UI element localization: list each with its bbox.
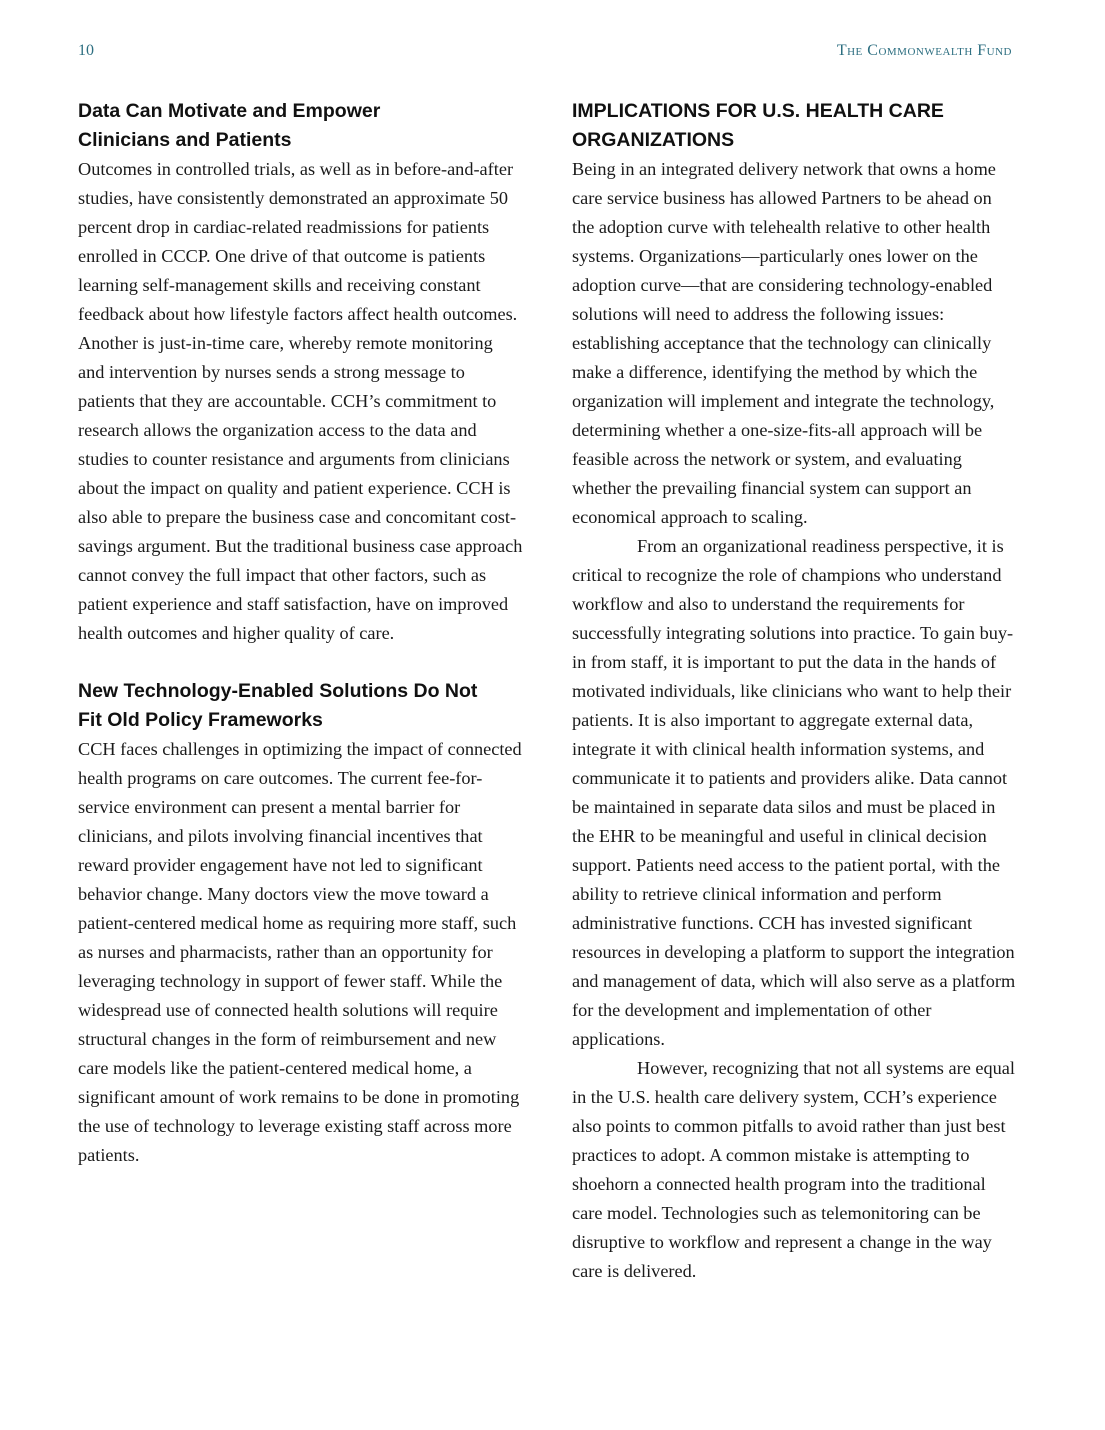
section-implications — [572, 97, 1017, 1286]
section-data-motivate — [78, 97, 523, 648]
body-paragraph: From an organizational readiness perspective, it is critical to recognize the role of champions who understand workflow and also to understand the requirements for successfully integrating solutions into practice. To gain buy-in from staff, it is important to put the data in the hands of motivated individuals, like clinicians who want to help their patients. It is also important to aggregate external data, integrate it with clinical health information systems, and communicate it to patients and providers alike. Data cannot be maintained in separate data silos and must be placed in the EHR to be meaningful and useful in clinical decision support. Patients need access to the patient portal, with the ability to retrieve clinical information and perform administrative functions. CCH has invested significant resources in developing a platform to support the integration and management of data, which will also serve as a platform for the development and implementation of other applications. — [572, 536, 1016, 1049]
body-paragraph: Being in an integrated delivery network that owns a home care service business has allowed Partners to be ahead on the adoption curve with telehealth relative to other health systems. Organizations—particularly ones lower on the adoption curve—that are considering technology-enabled solutions will need to address the following issues: establishing acceptance that the technology can clinically make a difference, identifying the method by which the organization will implement and integrate the technology, determining whether a one-size-fits-all approach will be feasible across the network or system, and evaluating whether the prevailing financial system can support an economical approach to scaling. — [572, 159, 996, 527]
section-heading — [78, 677, 523, 735]
body-paragraph: Outcomes in controlled trials, as well as in before-and-after studies, have consistently demonstrated an approximate 50 percent drop in cardiac-related readmissions for patients enrolled in CCCP. One drive of that outcome is patients learning self-management skills and receiving constant feedback about how lifestyle factors affect health outcomes. Another is just-in-time care, whereby remote monitoring and intervention by nurses sends a strong message to patients that they are accountable. CCH’s commitment to research allows the organization access to the data and studies to counter resistance and arguments from clinicians about the impact on quality and patient experience. CCH is also able to prepare the business case and concomitant cost-savings argument. But the traditional business case approach cannot convey the full impact that other factors, such as patient experience and staff satisfaction, have on improved health outcomes and higher quality of care. — [78, 159, 523, 643]
heading-line: New Technology-Enabled Solutions Do Not — [78, 680, 478, 702]
page-number: 10 — [78, 42, 94, 59]
heading-line: Clinicians and Patients — [78, 129, 292, 151]
heading-line: ORGANIZATIONS — [572, 129, 735, 151]
running-head: The Commonwealth Fund — [836, 42, 1012, 59]
heading-line: IMPLICATIONS FOR U.S. HEALTH CARE — [572, 100, 944, 122]
body-paragraph: However, recognizing that not all systems are equal in the U.S. health care delivery system, CCH’s experience also points to common pitfalls to avoid rather than just best practices to adopt. A common mistake is attempting to shoehorn a connected health program into the traditional care model. Technologies such as telemonitoring can be disruptive to workflow and represent a change in the way care is delivered. — [572, 1058, 1015, 1281]
right-column — [572, 97, 1017, 1286]
heading-line: Fit Old Policy Frameworks — [78, 709, 323, 731]
body-paragraph: CCH faces challenges in optimizing the impact of connected health programs on care outcomes. The current fee-for-service environment can present a mental barrier for clinicians, and pilots involving financial incentives that reward provider engagement have not led to significant behavior change. Many doctors view the move toward a patient-centered medical home as requiring more staff, such as nurses and pharmacists, rather than an opportunity for leveraging technology in support of fewer staff. While the widespread use of connected health solutions will require structural changes in the form of reimbursement and new care models like the patient-centered medical home, a significant amount of work remains to be done in promoting the use of technology to leverage existing staff across more patients. — [78, 739, 522, 1165]
section-spacer — [78, 648, 523, 677]
section-heading — [572, 97, 1017, 155]
left-column — [78, 97, 523, 1170]
heading-line: Data Can Motivate and Empower — [78, 100, 381, 122]
section-heading — [78, 97, 523, 155]
section-new-technology — [78, 677, 523, 1170]
